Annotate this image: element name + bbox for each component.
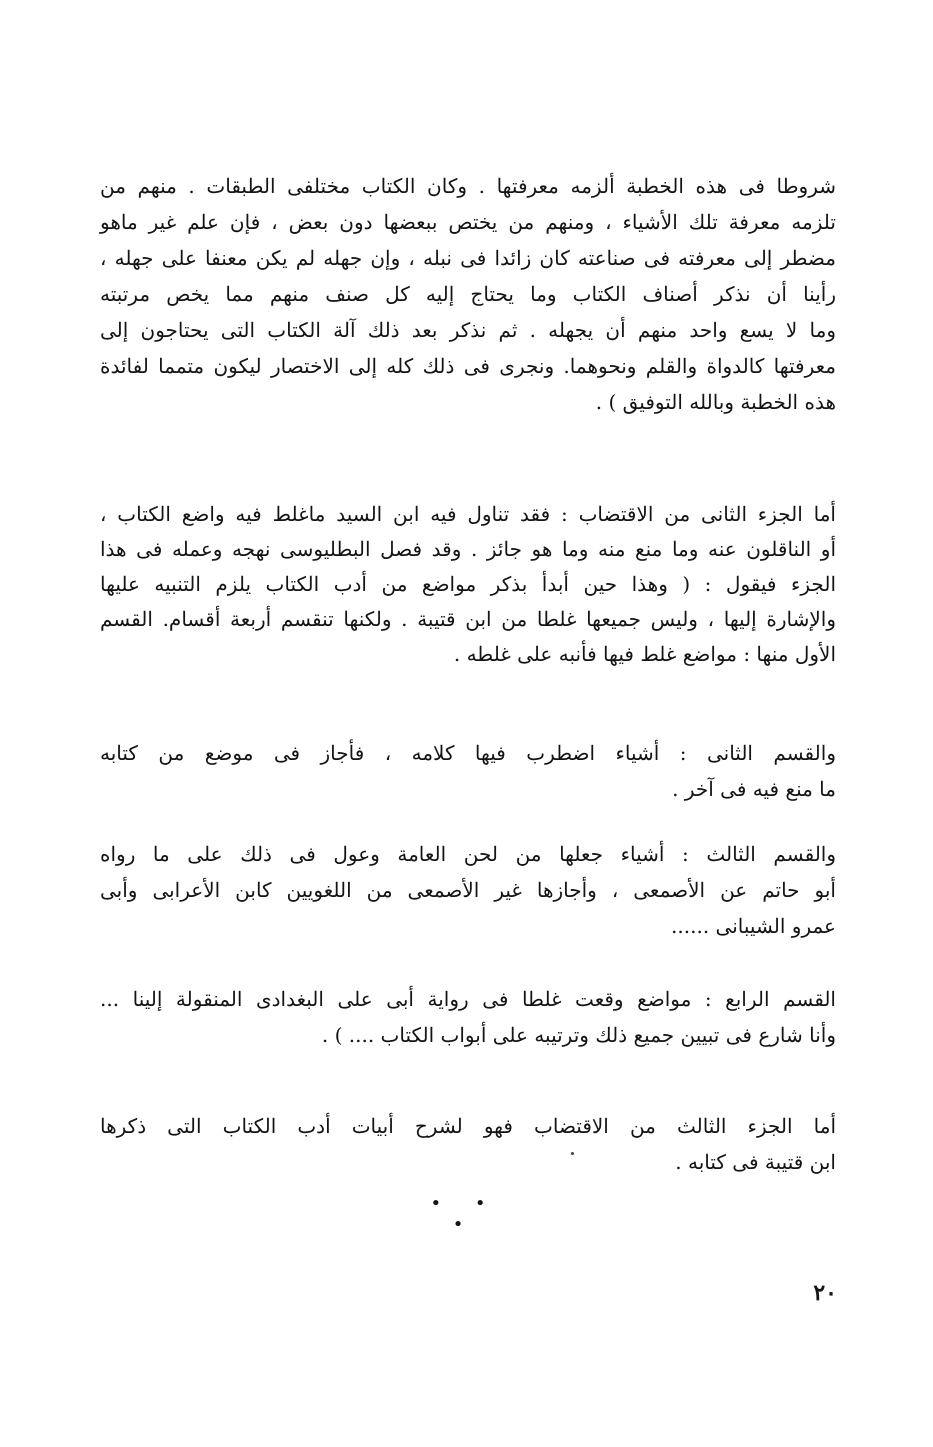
paragraph-1: [100, 168, 836, 420]
paragraph-line: أما الجزء الثانى من الاقتضاب : فقد تناول فيه ابن السيد ماغلط فيه واضع الكتاب ،: [100, 502, 836, 526]
paragraph-line: معرفتها كالدواة والقلم ونحوهما. ونجرى فى ذلك كله إلى الاختصار ليكون متمما لفائدة: [100, 354, 836, 378]
paragraph-line: مضطر إلى معرفته فى صناعته كان زائدا فى نبله ، وإن جهله لم يكن معنفا على جهله ،: [100, 246, 836, 270]
paragraph-line: ما منع فيه فى آخر .: [672, 777, 836, 801]
paragraph-4: [100, 836, 836, 944]
paragraph-line: عمرو الشيبانى ......: [671, 914, 836, 938]
paragraph-line: والقسم الثانى : أشياء اضطرب فيها كلامه ، فأجاز فى موضع من كتابه: [100, 741, 836, 765]
paragraph-line: والإشارة إليها ، وليس جميعها غلطا من ابن قتيبة . ولكنها تنقسم أربعة أقسام. القسم: [100, 607, 836, 631]
paragraph-line: الأول منها : مواضع غلط فيها فأنبه على غلطه .: [453, 642, 836, 666]
paragraph-line: وما لا يسع واحد منهم أن يجهله . ثم نذكر بعد ذلك آلة الكتاب التى يحتاجون إلى: [100, 318, 836, 342]
ink-speck: [571, 1152, 574, 1155]
paragraph-5: [100, 981, 836, 1053]
paragraph-line: وأنا شارع فى تبيين جميع ذلك وترتيبه على أبواب الكتاب .... ) .: [321, 1023, 836, 1047]
paragraph-line: تلزمه معرفة تلك الأشياء ، ومنهم من يختص ببعضها دون بعض ، فإن علم غير ماهو: [100, 210, 836, 234]
paragraph-line: أو الناقلون عنه وما منع منه وما هو جائز . وقد فصل البطليوسى نهجه وعمله فى هذا: [100, 537, 836, 561]
page-number: ٢٠: [813, 1280, 837, 1306]
section-separator: • • •: [430, 1193, 500, 1235]
paragraph-line: والقسم الثالث : أشياء جعلها من لحن العامة وعول فى ذلك على ما رواه: [100, 842, 836, 866]
paragraph-3: [100, 735, 836, 807]
paragraph-line: أما الجزء الثالث من الاقتضاب فهو لشرح أبيات أدب الكتاب التى ذكرها: [100, 1114, 836, 1138]
paragraph-line: رأينا أن نذكر أصناف الكتاب وما يحتاج إليه كل صنف منهم مما يخص مرتبته: [100, 282, 837, 306]
paragraph-line: ابن قتيبة فى كتابه .: [675, 1150, 836, 1174]
paragraph-line: الجزء فيقول : ( وهذا حين أبدأ بذكر مواضع من أدب الكتاب يلزم التنبيه عليها: [100, 572, 836, 596]
paragraph-line: القسم الرابع : مواضع وقعت غلطا فى رواية أبى على البغدادى المنقولة إلينا ...: [100, 987, 836, 1011]
paragraph-line: هذه الخطبة وبالله التوفيق ) .: [595, 390, 836, 414]
paragraph-6: [100, 1108, 836, 1180]
paragraph-line: شروطا فى هذه الخطبة ألزمه معرفتها . وكان الكتاب مختلفى الطبقات . منهم من: [100, 174, 836, 198]
paragraph-2: [100, 497, 836, 672]
paragraph-line: أبو حاتم عن الأصمعى ، وأجازها غير الأصمعى من اللغويين كابن الأعرابى وأبى: [100, 878, 836, 902]
